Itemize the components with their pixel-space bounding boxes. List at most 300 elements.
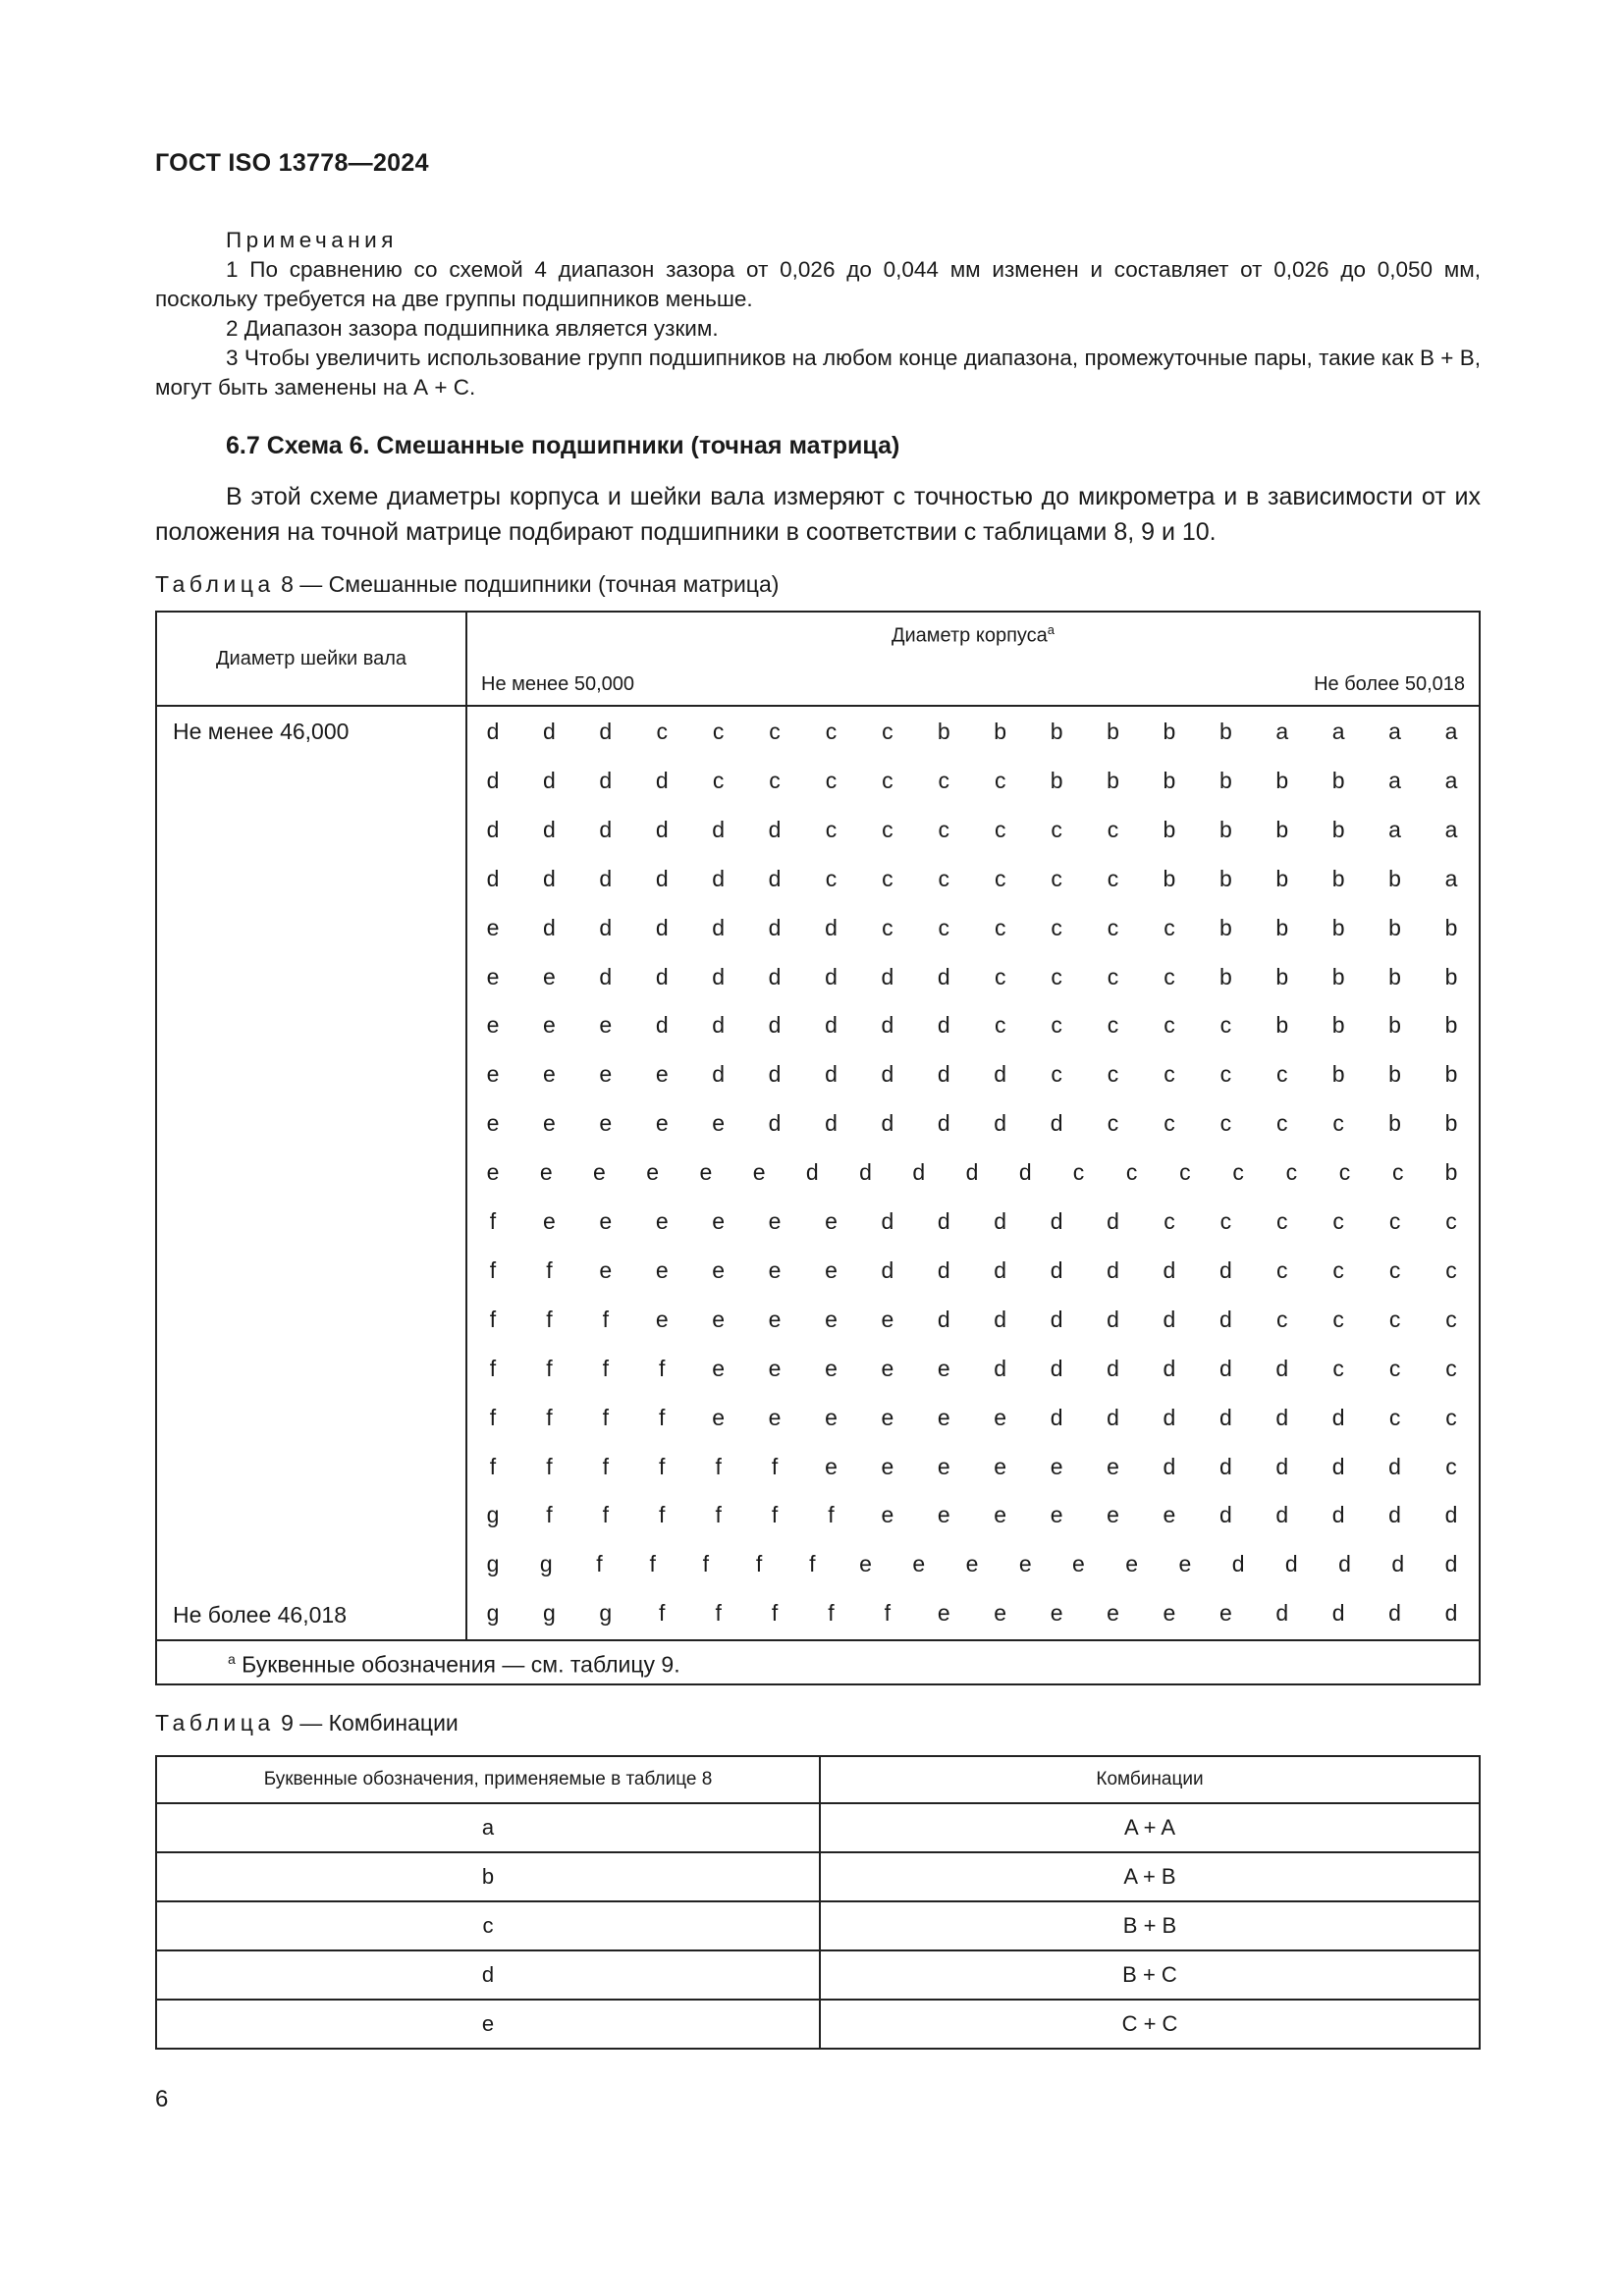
table9-cell-combination: B + B bbox=[820, 1901, 1480, 1950]
table8-cell: d bbox=[825, 1012, 838, 1039]
table8-cell: c bbox=[1445, 1404, 1457, 1430]
table8-cell: d bbox=[768, 865, 782, 891]
table8-cell: c bbox=[1051, 1012, 1062, 1039]
table8-cell: c bbox=[938, 767, 950, 793]
table8-cell: d bbox=[881, 1110, 894, 1137]
table8-cell: e bbox=[486, 963, 500, 989]
table8-cell: g bbox=[486, 1502, 500, 1528]
table9 bbox=[155, 1755, 1481, 2050]
table8-footnote-text: Буквенные обозначения — см. таблицу 9. bbox=[235, 1651, 680, 1678]
table9-caption bbox=[155, 1710, 459, 1736]
table8-cell: d bbox=[543, 767, 556, 793]
table8-cell: d bbox=[937, 1208, 950, 1234]
table8-cell: e bbox=[825, 1453, 838, 1479]
table8-cell: e bbox=[1050, 1600, 1063, 1627]
table8-cell: c bbox=[1232, 1159, 1244, 1186]
table8-cell: f bbox=[489, 1355, 497, 1381]
table8-footnote bbox=[228, 1651, 680, 1679]
table8-cell: c bbox=[882, 719, 893, 744]
table8-cell: d bbox=[937, 963, 950, 989]
table8-cell: e bbox=[825, 1355, 838, 1381]
table8-cell: e bbox=[712, 1208, 726, 1234]
table8-cell: b bbox=[1388, 963, 1401, 989]
table8-cell: e bbox=[1218, 1600, 1232, 1627]
table8-cell: f bbox=[755, 1551, 763, 1577]
table8-cell: d bbox=[1163, 1256, 1176, 1283]
table8-cell: b bbox=[1388, 1110, 1401, 1137]
table8-cell: d bbox=[881, 1256, 894, 1283]
table8-cell: f bbox=[659, 1404, 666, 1430]
table8-cell: e bbox=[881, 1355, 894, 1381]
table8-cell: e bbox=[881, 1502, 894, 1528]
table8-cell: b bbox=[1331, 816, 1345, 842]
table8-cell: c bbox=[656, 719, 668, 744]
table8-cell: c bbox=[994, 865, 1006, 891]
table8-cell: d bbox=[1218, 1306, 1232, 1332]
table8-cell: c bbox=[1332, 1256, 1344, 1283]
table8-cell: d bbox=[712, 1012, 726, 1039]
table8-cell: e bbox=[937, 1502, 950, 1528]
table8-cell: d bbox=[1388, 1453, 1401, 1479]
table8-cell: a bbox=[1388, 767, 1401, 793]
table8-cell: d bbox=[599, 719, 613, 744]
table8-cell: e bbox=[937, 1404, 950, 1430]
table8-cell: f bbox=[546, 1404, 553, 1430]
table9-header-row bbox=[156, 1756, 1480, 1803]
table8-cell: e bbox=[599, 1012, 613, 1039]
table8-cell: c bbox=[882, 914, 893, 940]
notes-block bbox=[155, 226, 1481, 402]
table8-cell: b bbox=[1218, 963, 1232, 989]
table8-cell: d bbox=[1163, 1306, 1176, 1332]
table8-cell: c bbox=[882, 767, 893, 793]
table8-cell: e bbox=[1107, 1600, 1119, 1627]
table8-cell: e bbox=[912, 1551, 926, 1577]
table8-cell: b bbox=[1331, 1061, 1345, 1088]
table8-cell: f bbox=[596, 1551, 603, 1577]
table8-cell: d bbox=[1050, 1110, 1063, 1137]
table8-cell: d bbox=[1338, 1551, 1351, 1577]
table8-cell: c bbox=[1285, 1159, 1298, 1186]
table8-cell: d bbox=[994, 1110, 1007, 1137]
table8-cell: d bbox=[712, 816, 726, 842]
table8-cell: a bbox=[1444, 816, 1458, 842]
table8-cell: c bbox=[1164, 1061, 1175, 1088]
table8-cell: b bbox=[1218, 719, 1232, 744]
table8-cell: b bbox=[1218, 767, 1232, 793]
table8-cell: c bbox=[769, 767, 781, 793]
table8-cell: d bbox=[655, 1012, 669, 1039]
table8-header-shaft-label: Диаметр шейки вала bbox=[215, 647, 407, 669]
table8-cell: c bbox=[1332, 1306, 1344, 1332]
table8-cell: b bbox=[1444, 1159, 1458, 1186]
table8-cell: c bbox=[1107, 1061, 1119, 1088]
table8-cell: d bbox=[768, 1110, 782, 1137]
table8-cell: d bbox=[994, 1355, 1007, 1381]
table8-cell: c bbox=[1051, 963, 1062, 989]
table8-cell: e bbox=[655, 1061, 669, 1088]
table8-cell: f bbox=[489, 1208, 497, 1234]
table8-cell: c bbox=[994, 963, 1006, 989]
notes-title: Примечания bbox=[226, 228, 398, 252]
table8-cell: c bbox=[1338, 1159, 1351, 1186]
table8-cell: d bbox=[599, 767, 613, 793]
table8-cell: a bbox=[1444, 767, 1458, 793]
table8-cell: c bbox=[938, 914, 950, 940]
table8-cell: f bbox=[649, 1551, 656, 1577]
table8-cell: c bbox=[1125, 1159, 1138, 1186]
table8-cell: f bbox=[489, 1256, 497, 1283]
table8-cell: f bbox=[771, 1600, 779, 1627]
table8-cell: b bbox=[1444, 1110, 1458, 1137]
table8-cell: c bbox=[1445, 1355, 1457, 1381]
table8-cell: d bbox=[825, 963, 838, 989]
table9-cell-letter: e bbox=[156, 2000, 820, 2049]
table8-cell: b bbox=[1163, 816, 1176, 842]
table8-cell: e bbox=[881, 1404, 894, 1430]
table8-cell: f bbox=[602, 1453, 610, 1479]
table8-cell: e bbox=[486, 1110, 500, 1137]
table8-cell: b bbox=[1275, 816, 1289, 842]
table8-cell: b bbox=[1275, 914, 1289, 940]
table9-caption-text: 9 — Комбинации bbox=[274, 1710, 459, 1735]
table8-cell: c bbox=[1164, 963, 1175, 989]
table8-cell: b bbox=[1388, 1012, 1401, 1039]
table8-cell: c bbox=[825, 767, 838, 793]
table8-cell: c bbox=[1276, 1110, 1288, 1137]
table8-cell: d bbox=[937, 1012, 950, 1039]
table8-cell: c bbox=[1051, 816, 1062, 842]
table8-column-min: Не менее 50,000 bbox=[481, 673, 635, 695]
table8-cell: d bbox=[937, 1061, 950, 1088]
table8-cell: e bbox=[543, 1012, 556, 1039]
table8-cell: e bbox=[768, 1208, 782, 1234]
table8-cell: d bbox=[805, 1159, 819, 1186]
table8-cell: b bbox=[1163, 767, 1176, 793]
table8-cell: e bbox=[486, 1159, 500, 1186]
table8-cell: e bbox=[1163, 1600, 1176, 1627]
table8-cell: d bbox=[1231, 1551, 1245, 1577]
note-item: 3 Чтобы увеличить использование групп подшипников на любом конце диапазона, промежуточные пары, такие как В + В, могут быть заменены на А + С. bbox=[155, 346, 1481, 400]
table8-cell: a bbox=[1444, 719, 1458, 744]
table8-cell: d bbox=[1050, 1208, 1063, 1234]
table8-cell: c bbox=[938, 816, 950, 842]
table8-cell: e bbox=[937, 1355, 950, 1381]
table8-cell: c bbox=[882, 816, 893, 842]
table-row bbox=[156, 2000, 1480, 2049]
table8-cell: e bbox=[859, 1551, 872, 1577]
table8-cell: b bbox=[1218, 865, 1232, 891]
table8-cell: b bbox=[1444, 914, 1458, 940]
table8-cell: e bbox=[543, 1061, 556, 1088]
table8-cell: e bbox=[543, 1208, 556, 1234]
table8-cell: b bbox=[1050, 767, 1063, 793]
table8-cell: e bbox=[752, 1159, 766, 1186]
table8-cell: d bbox=[1163, 1453, 1176, 1479]
table8-cell: d bbox=[1388, 1502, 1401, 1528]
table8-cell: d bbox=[486, 865, 500, 891]
table8-cell: f bbox=[659, 1355, 666, 1381]
table8-cell: e bbox=[599, 1256, 613, 1283]
table8-cell: c bbox=[1276, 1256, 1288, 1283]
table8-cell: d bbox=[768, 963, 782, 989]
table8-cell: e bbox=[965, 1551, 979, 1577]
table8-cell: d bbox=[655, 865, 669, 891]
table8-cell: c bbox=[1219, 1110, 1232, 1137]
intro-text: В этой схеме диаметры корпуса и шейки вала измеряют с точностью до микрометра и в зависимости от их положения на точной матрице подбирают подшипники в соответствии с таблицами 8, 9 и 10. bbox=[155, 483, 1481, 546]
table8-cell: e bbox=[1107, 1453, 1119, 1479]
table8-footnote-mark: a bbox=[228, 1651, 236, 1667]
table8-cell: f bbox=[546, 1355, 553, 1381]
table8-cell: g bbox=[486, 1551, 500, 1577]
table8-cell: c bbox=[1051, 1061, 1062, 1088]
table8-cell: a bbox=[1331, 719, 1345, 744]
table8-cell: b bbox=[1444, 963, 1458, 989]
table8-cell: f bbox=[659, 1502, 666, 1528]
table8-caption bbox=[155, 571, 779, 598]
table8-cell: c bbox=[1388, 1355, 1401, 1381]
table8-cell: d bbox=[486, 816, 500, 842]
table8-cell: d bbox=[1444, 1600, 1458, 1627]
table8-cell: d bbox=[881, 963, 894, 989]
table8-caption-label: Таблица bbox=[155, 571, 275, 597]
table8-cell: e bbox=[712, 1256, 726, 1283]
table8-cell: e bbox=[486, 1061, 500, 1088]
table8-cell: d bbox=[655, 963, 669, 989]
table9-cell-combination: A + A bbox=[820, 1803, 1480, 1852]
table8-cell: c bbox=[1164, 1110, 1175, 1137]
table9-cell-combination: C + C bbox=[820, 2000, 1480, 2049]
table8-cell: c bbox=[1107, 816, 1119, 842]
table8-cell: f bbox=[602, 1355, 610, 1381]
table8-header-housing-diameter bbox=[469, 622, 1477, 648]
table8-cell: c bbox=[1051, 865, 1062, 891]
table8-cell: d bbox=[712, 1061, 726, 1088]
table8-cell: d bbox=[1275, 1453, 1289, 1479]
table8-cell: c bbox=[1164, 1012, 1175, 1039]
table8-cell: b bbox=[1163, 719, 1176, 744]
table8-cell: d bbox=[712, 914, 726, 940]
table8-cell: d bbox=[543, 816, 556, 842]
table8-cell: d bbox=[1391, 1551, 1405, 1577]
section-heading: 6.7 Схема 6. Смешанные подшипники (точная матрица) bbox=[226, 432, 900, 459]
table8-cell: c bbox=[1392, 1159, 1404, 1186]
table8-cell: b bbox=[1331, 767, 1345, 793]
table8-cell: d bbox=[486, 767, 500, 793]
table-row bbox=[156, 1852, 1480, 1901]
table8-cell: f bbox=[489, 1306, 497, 1332]
table8-cell: a bbox=[1444, 865, 1458, 891]
table8-cell: e bbox=[937, 1453, 950, 1479]
table8-cell: e bbox=[994, 1453, 1007, 1479]
table8-cell: a bbox=[1388, 816, 1401, 842]
table8-cell: f bbox=[489, 1404, 497, 1430]
table8-cell: e bbox=[937, 1600, 950, 1627]
table8-cell: b bbox=[1388, 865, 1401, 891]
table8-cell: b bbox=[1331, 865, 1345, 891]
table8-cell: c bbox=[1445, 1208, 1457, 1234]
table8-cell: e bbox=[994, 1404, 1007, 1430]
table8-cell: d bbox=[1444, 1551, 1458, 1577]
table8-cell: f bbox=[602, 1404, 610, 1430]
table8-cell: b bbox=[1331, 963, 1345, 989]
table8-cell: d bbox=[937, 1306, 950, 1332]
table8-cell: e bbox=[1018, 1551, 1032, 1577]
table8-cell: g bbox=[486, 1600, 500, 1627]
table8-letter-grid bbox=[467, 707, 1479, 1639]
document-header: ГОСТ ISO 13778—2024 bbox=[155, 149, 429, 177]
table8-cell: d bbox=[1050, 1404, 1063, 1430]
table8-cell: d bbox=[1218, 1256, 1232, 1283]
intro-paragraph bbox=[155, 479, 1481, 550]
table8-cell: f bbox=[602, 1306, 610, 1332]
table8-cell: e bbox=[712, 1110, 726, 1137]
table8-cell: d bbox=[1163, 1404, 1176, 1430]
table8-cell: d bbox=[1218, 1404, 1232, 1430]
table8-cell: d bbox=[599, 963, 613, 989]
table8-cell: d bbox=[1331, 1453, 1345, 1479]
table8-cell: d bbox=[599, 865, 613, 891]
table8-cell: e bbox=[1163, 1502, 1176, 1528]
table8-cell: c bbox=[1164, 914, 1175, 940]
table8-cell: g bbox=[543, 1600, 556, 1627]
table8-cell: c bbox=[1072, 1159, 1085, 1186]
table8-header-footnote-mark: a bbox=[1047, 622, 1056, 637]
table8-cell: d bbox=[543, 914, 556, 940]
table8-cell: f bbox=[828, 1502, 835, 1528]
table8-cell: d bbox=[599, 914, 613, 940]
table8-cell: d bbox=[912, 1159, 926, 1186]
table-row bbox=[156, 1901, 1480, 1950]
table8-cell: d bbox=[1331, 1600, 1345, 1627]
table8-cell: d bbox=[1107, 1208, 1119, 1234]
table8-cell: e bbox=[712, 1404, 726, 1430]
table8-cell: g bbox=[599, 1600, 613, 1627]
table8-cell: d bbox=[1218, 1453, 1232, 1479]
table8-cell: e bbox=[1050, 1502, 1063, 1528]
table9-header-cell: Комбинации bbox=[820, 1756, 1480, 1803]
table8-cell: d bbox=[1218, 1355, 1232, 1381]
table8-cell: b bbox=[1444, 1061, 1458, 1088]
table8-cell: d bbox=[655, 816, 669, 842]
table8-cell: d bbox=[768, 816, 782, 842]
table8-cell: f bbox=[715, 1600, 722, 1627]
table8-cell: c bbox=[712, 719, 725, 744]
table8-cell: e bbox=[1050, 1453, 1063, 1479]
table8-cell: e bbox=[712, 1306, 726, 1332]
table8-cell: f bbox=[771, 1453, 779, 1479]
table8-cell: c bbox=[1445, 1453, 1457, 1479]
table8-cell: b bbox=[1107, 767, 1119, 793]
table8-cell: f bbox=[602, 1502, 610, 1528]
table8-cell: d bbox=[768, 1012, 782, 1039]
table9-cell-letter: d bbox=[156, 1950, 820, 2000]
table8-cell: c bbox=[825, 865, 838, 891]
table8-cell: f bbox=[546, 1502, 553, 1528]
table8-row-max: Не более 46,018 bbox=[173, 1602, 347, 1628]
table8-cell: c bbox=[769, 719, 781, 744]
table9-cell-combination: B + C bbox=[820, 1950, 1480, 2000]
table8-cell: e bbox=[768, 1306, 782, 1332]
table8-cell: d bbox=[881, 1012, 894, 1039]
table8-cell: d bbox=[1275, 1404, 1289, 1430]
table8-cell: d bbox=[937, 1256, 950, 1283]
table8-cell: e bbox=[699, 1159, 713, 1186]
table9-cell-letter: b bbox=[156, 1852, 820, 1901]
table8-cell: d bbox=[1050, 1355, 1063, 1381]
table8-cell: b bbox=[1444, 1012, 1458, 1039]
table8-cell: e bbox=[712, 1355, 726, 1381]
table8-cell: d bbox=[1107, 1355, 1119, 1381]
table8-cell: c bbox=[1051, 914, 1062, 940]
table8-cell: e bbox=[655, 1208, 669, 1234]
table8-cell: d bbox=[1107, 1306, 1119, 1332]
table9-caption-label: Таблица bbox=[155, 1710, 275, 1735]
table8-cell: d bbox=[712, 963, 726, 989]
table8-cell: d bbox=[881, 1208, 894, 1234]
table8-cell: b bbox=[1388, 914, 1401, 940]
table8-cell: e bbox=[1178, 1551, 1192, 1577]
table8-cell: e bbox=[655, 1110, 669, 1137]
table8-cell: b bbox=[1050, 719, 1063, 744]
table8-cell: e bbox=[768, 1355, 782, 1381]
table8-cell: d bbox=[825, 1110, 838, 1137]
table8-row-min: Не менее 46,000 bbox=[173, 719, 350, 744]
table8-cell: c bbox=[1276, 1061, 1288, 1088]
page-number: 6 bbox=[155, 2086, 169, 2112]
table8-cell: f bbox=[546, 1453, 553, 1479]
table8-cell: b bbox=[1163, 865, 1176, 891]
table8-cell: d bbox=[994, 1208, 1007, 1234]
table8-cell: f bbox=[809, 1551, 816, 1577]
table8-cell: e bbox=[1125, 1551, 1139, 1577]
table8-cell: c bbox=[1219, 1012, 1232, 1039]
table8-cell: d bbox=[1444, 1502, 1458, 1528]
table8-cell: c bbox=[1107, 865, 1119, 891]
table8-cell: b bbox=[937, 719, 950, 744]
table8-cell: c bbox=[1276, 1208, 1288, 1234]
table8-cell: d bbox=[1107, 1256, 1119, 1283]
table8-cell: e bbox=[994, 1502, 1007, 1528]
table8-cell: e bbox=[539, 1159, 553, 1186]
table8-cell: f bbox=[546, 1256, 553, 1283]
table8-cell: d bbox=[1275, 1355, 1289, 1381]
table8-cell: c bbox=[1388, 1404, 1401, 1430]
table8-cell: e bbox=[825, 1404, 838, 1430]
table8-cell: e bbox=[825, 1306, 838, 1332]
table8-cell: c bbox=[1219, 1061, 1232, 1088]
table8-cell: e bbox=[825, 1208, 838, 1234]
table8-cell: b bbox=[1388, 1061, 1401, 1088]
table8-cell: d bbox=[1018, 1159, 1032, 1186]
table8-cell: d bbox=[881, 1061, 894, 1088]
table8-cell: c bbox=[1219, 1208, 1232, 1234]
table8-cell: c bbox=[712, 767, 725, 793]
table8-cell: e bbox=[881, 1306, 894, 1332]
table8-cell: b bbox=[1275, 1012, 1289, 1039]
table8-cell: d bbox=[1050, 1256, 1063, 1283]
table8-cell: d bbox=[1050, 1306, 1063, 1332]
table8-cell: f bbox=[715, 1502, 722, 1528]
table8-cell: c bbox=[994, 767, 1006, 793]
table8-cell: d bbox=[965, 1159, 979, 1186]
note-item: 2 Диапазон зазора подшипника является узким. bbox=[226, 316, 719, 341]
table8-cell: c bbox=[1332, 1110, 1344, 1137]
table8-cell: e bbox=[655, 1306, 669, 1332]
table8-cell: d bbox=[1331, 1502, 1345, 1528]
table8 bbox=[155, 611, 1481, 1685]
table8-caption-text: 8 — Смешанные подшипники (точная матрица) bbox=[274, 571, 780, 597]
